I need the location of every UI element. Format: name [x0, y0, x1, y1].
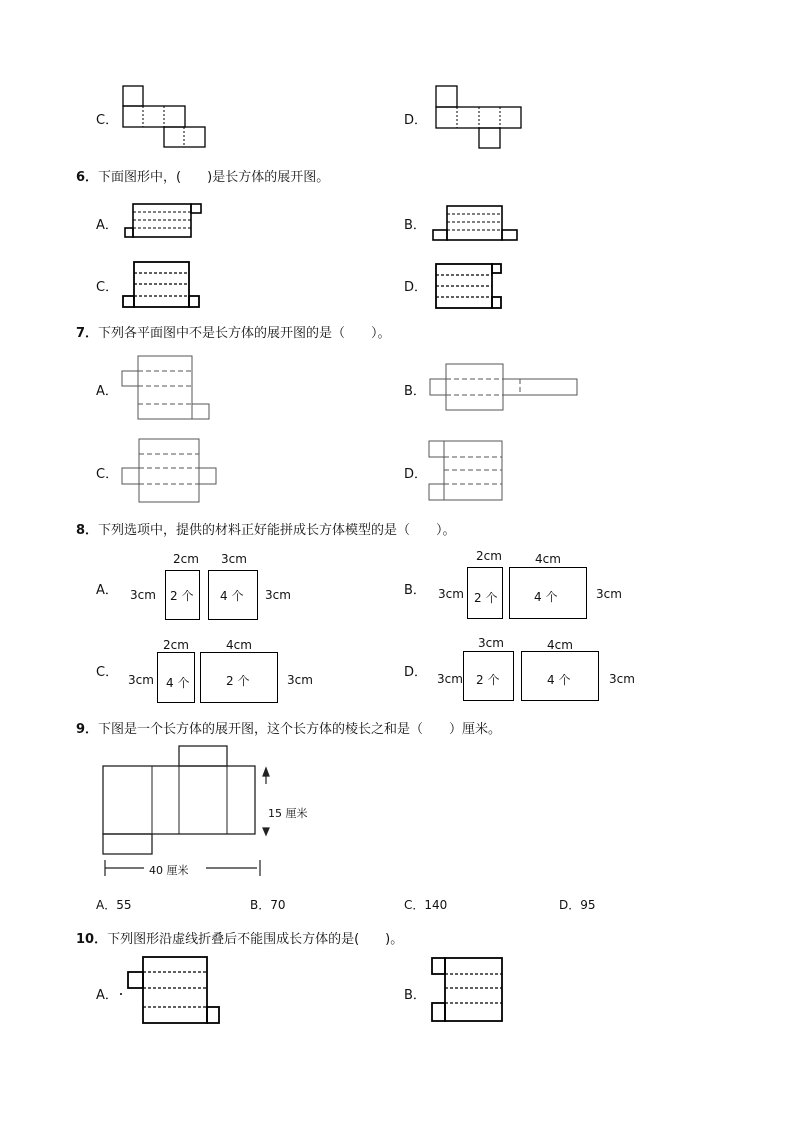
q8a-width-label-1: 2cm [173, 552, 199, 566]
q9-height-label: 15 厘米 [268, 807, 308, 820]
q8d-height-label-left: 3cm [437, 672, 463, 686]
q8a-height-label-left: 3cm [130, 588, 156, 602]
q8-number: 8． [76, 523, 99, 538]
q8-question [76, 519, 456, 538]
q8-option-c-label: C． [96, 665, 119, 680]
q9-number: 9． [76, 722, 99, 737]
q5-option-c-label: C． [96, 113, 119, 128]
q6-number: 6． [76, 170, 99, 185]
q6-option-a-net[interactable] [124, 202, 204, 240]
q7-option-d-net[interactable] [428, 440, 506, 504]
q8-option-d-label: D． [404, 665, 428, 680]
q8d-count-2: 4 个 [547, 673, 571, 687]
q7-option-a-net[interactable] [121, 355, 211, 421]
q7-option-c-net[interactable] [121, 438, 219, 504]
q8c-width-label-2: 4cm [226, 638, 252, 652]
q8d-count-1: 2 个 [476, 673, 500, 687]
q9-option-c[interactable]: C．140 [404, 898, 448, 912]
q8b-height-label-left: 3cm [438, 587, 464, 601]
q8b-count-1: 2 个 [474, 591, 498, 605]
q8c-count-2: 2 个 [226, 674, 250, 688]
q8b-width-label-1: 2cm [476, 549, 502, 563]
q10-text: 下列图形沿虚线折叠后不能围成长方体的是( )。 [107, 932, 404, 947]
q6-option-c-label: C． [96, 280, 119, 295]
q7-number: 7． [76, 326, 99, 341]
q8-option-b-label: B． [404, 583, 426, 598]
q7-option-b-label: B． [404, 384, 426, 399]
q8c-count-1: 4 个 [166, 676, 190, 690]
q5-option-d-label: D． [404, 113, 428, 128]
q7-option-c-label: C． [96, 467, 119, 482]
q8d-height-label-right: 3cm [609, 672, 635, 686]
q6-option-a-label: A． [96, 218, 118, 233]
q5-option-c-net[interactable] [122, 85, 208, 149]
q6-question [76, 166, 329, 185]
q8a-width-label-2: 3cm [221, 552, 247, 566]
q6-option-d-label: D． [404, 280, 428, 295]
q10-number: 10． [76, 932, 108, 947]
q8c-height-label-left: 3cm [128, 673, 154, 687]
q8a-count-2: 4 个 [220, 589, 244, 603]
q7-option-a-label: A． [96, 384, 118, 399]
q7-option-d-label: D． [404, 467, 428, 482]
q6-option-c-net[interactable] [122, 260, 202, 310]
q5-option-d-net[interactable] [435, 85, 525, 149]
q10-option-b-label: B． [404, 988, 426, 1003]
q9-text: 下图是一个长方体的展开图，这个长方体的棱长之和是（ ）厘米。 [98, 722, 502, 737]
q9-width-label: 40 厘米 [149, 864, 189, 877]
q10-question [76, 928, 403, 947]
q10-option-a-net[interactable] [118, 955, 224, 1027]
q8b-height-label-right: 3cm [596, 587, 622, 601]
q8c-width-label-1: 2cm [163, 638, 189, 652]
q8a-height-label-right: 3cm [265, 588, 291, 602]
q7-question [76, 322, 391, 341]
q8d-width-label-2: 4cm [547, 638, 573, 652]
q10-option-b-net[interactable] [430, 955, 506, 1025]
q8a-count-1: 2 个 [170, 589, 194, 603]
q9-option-b[interactable]: B．70 [250, 898, 286, 912]
q9-option-d[interactable]: D．95 [559, 898, 596, 912]
q10-option-a-label: A． [96, 988, 118, 1003]
q8d-width-label-1: 3cm [478, 636, 504, 650]
q8c-height-label-right: 3cm [287, 673, 313, 687]
q8-option-a-label: A． [96, 583, 118, 598]
q9-option-a[interactable]: A．55 [96, 898, 132, 912]
q7-text: 下列各平面图中不是长方体的展开图的是（ ）。 [98, 326, 391, 341]
q9-question [76, 718, 501, 737]
q6-text: 下面图形中，( )是长方体的展开图。 [98, 170, 330, 185]
q6-option-b-net[interactable] [432, 204, 520, 242]
q6-option-d-net[interactable] [432, 260, 504, 310]
q6-option-b-label: B． [404, 218, 426, 233]
q7-option-b-net[interactable] [429, 363, 581, 413]
q8b-width-label-2: 4cm [535, 552, 561, 566]
q8b-count-2: 4 个 [534, 590, 558, 604]
q8-text: 下列选项中，提供的材料正好能拼成长方体模型的是（ ）。 [98, 523, 456, 538]
